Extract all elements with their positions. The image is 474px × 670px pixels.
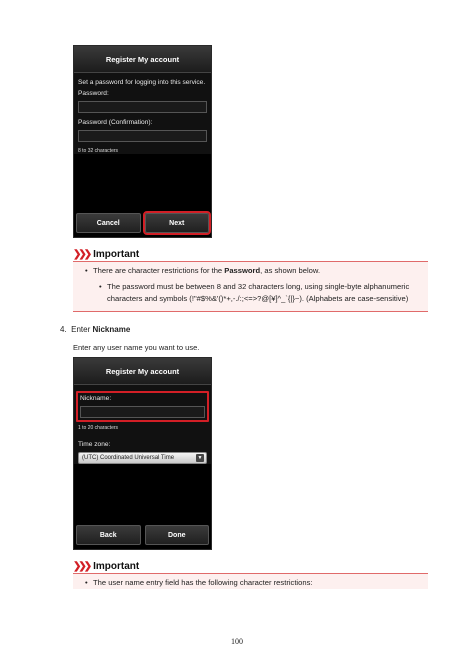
- password-confirm-field[interactable]: [78, 130, 207, 142]
- nickname-label: Nickname:: [80, 395, 112, 402]
- important-chevron-icon: ❯❯❯: [73, 248, 90, 260]
- nickname-field[interactable]: [80, 406, 205, 418]
- back-button[interactable]: Back: [76, 525, 141, 545]
- step-4-heading: [60, 325, 130, 334]
- bullet-text-suffix: , as shown below.: [260, 266, 321, 275]
- done-button[interactable]: Done: [145, 525, 210, 545]
- step-number: 4.: [60, 325, 67, 334]
- password-label: Password:: [78, 90, 109, 97]
- screen-title: Register My account: [74, 46, 211, 73]
- important-sub-bullet: • The password must be between 8 and 32 characters long, using single-byte alphanumeric characters and symbols (!"#$%&'()*+,-./:;<=>?@[¥]^_`{|}~). (Alphabets are case-sensitive): [73, 281, 428, 305]
- password-hint: 8 to 32 characters: [78, 148, 119, 154]
- chevron-down-icon: ▼: [197, 455, 203, 461]
- bottom-bar: [74, 521, 211, 549]
- page-number: 100: [231, 637, 243, 646]
- screen-title: Register My account: [74, 358, 211, 385]
- nickname-hint: 1 to 20 characters: [78, 425, 119, 431]
- bullet-bold-text: Password: [224, 266, 261, 275]
- register-password-screen: [73, 45, 212, 238]
- step-instruction: Enter any user name you want to use.: [73, 343, 200, 352]
- important-heading-1: [73, 247, 139, 261]
- important-bullet: [73, 265, 428, 277]
- bottom-bar: [74, 209, 211, 237]
- timezone-value: (UTC) Coordinated Universal Time: [82, 455, 175, 461]
- important-heading-2: [73, 559, 139, 573]
- important-box-2: [73, 573, 428, 589]
- bullet-text: There are character restrictions for the: [93, 266, 225, 275]
- important-bullet: • The user name entry field has the following character restrictions:: [73, 577, 428, 589]
- register-nickname-screen: [73, 357, 212, 550]
- step-bold-text: Nickname: [92, 325, 131, 334]
- important-title: Important: [93, 248, 140, 260]
- next-button[interactable]: Next: [145, 213, 210, 233]
- important-title: Important: [93, 560, 140, 572]
- nickname-highlight: [76, 391, 209, 422]
- timezone-select[interactable]: [78, 452, 207, 464]
- important-chevron-icon: ❯❯❯: [73, 560, 90, 572]
- password-confirm-label: Password (Confirmation):: [78, 119, 153, 126]
- important-box-1: [73, 261, 428, 312]
- password-field[interactable]: [78, 101, 207, 113]
- step-text: Enter: [71, 325, 93, 334]
- screen-body: [74, 73, 211, 154]
- screen-body: [74, 385, 211, 464]
- intro-text: Set a password for logging into this service.: [78, 79, 206, 86]
- timezone-label: Time zone:: [78, 441, 111, 448]
- cancel-button[interactable]: Cancel: [76, 213, 141, 233]
